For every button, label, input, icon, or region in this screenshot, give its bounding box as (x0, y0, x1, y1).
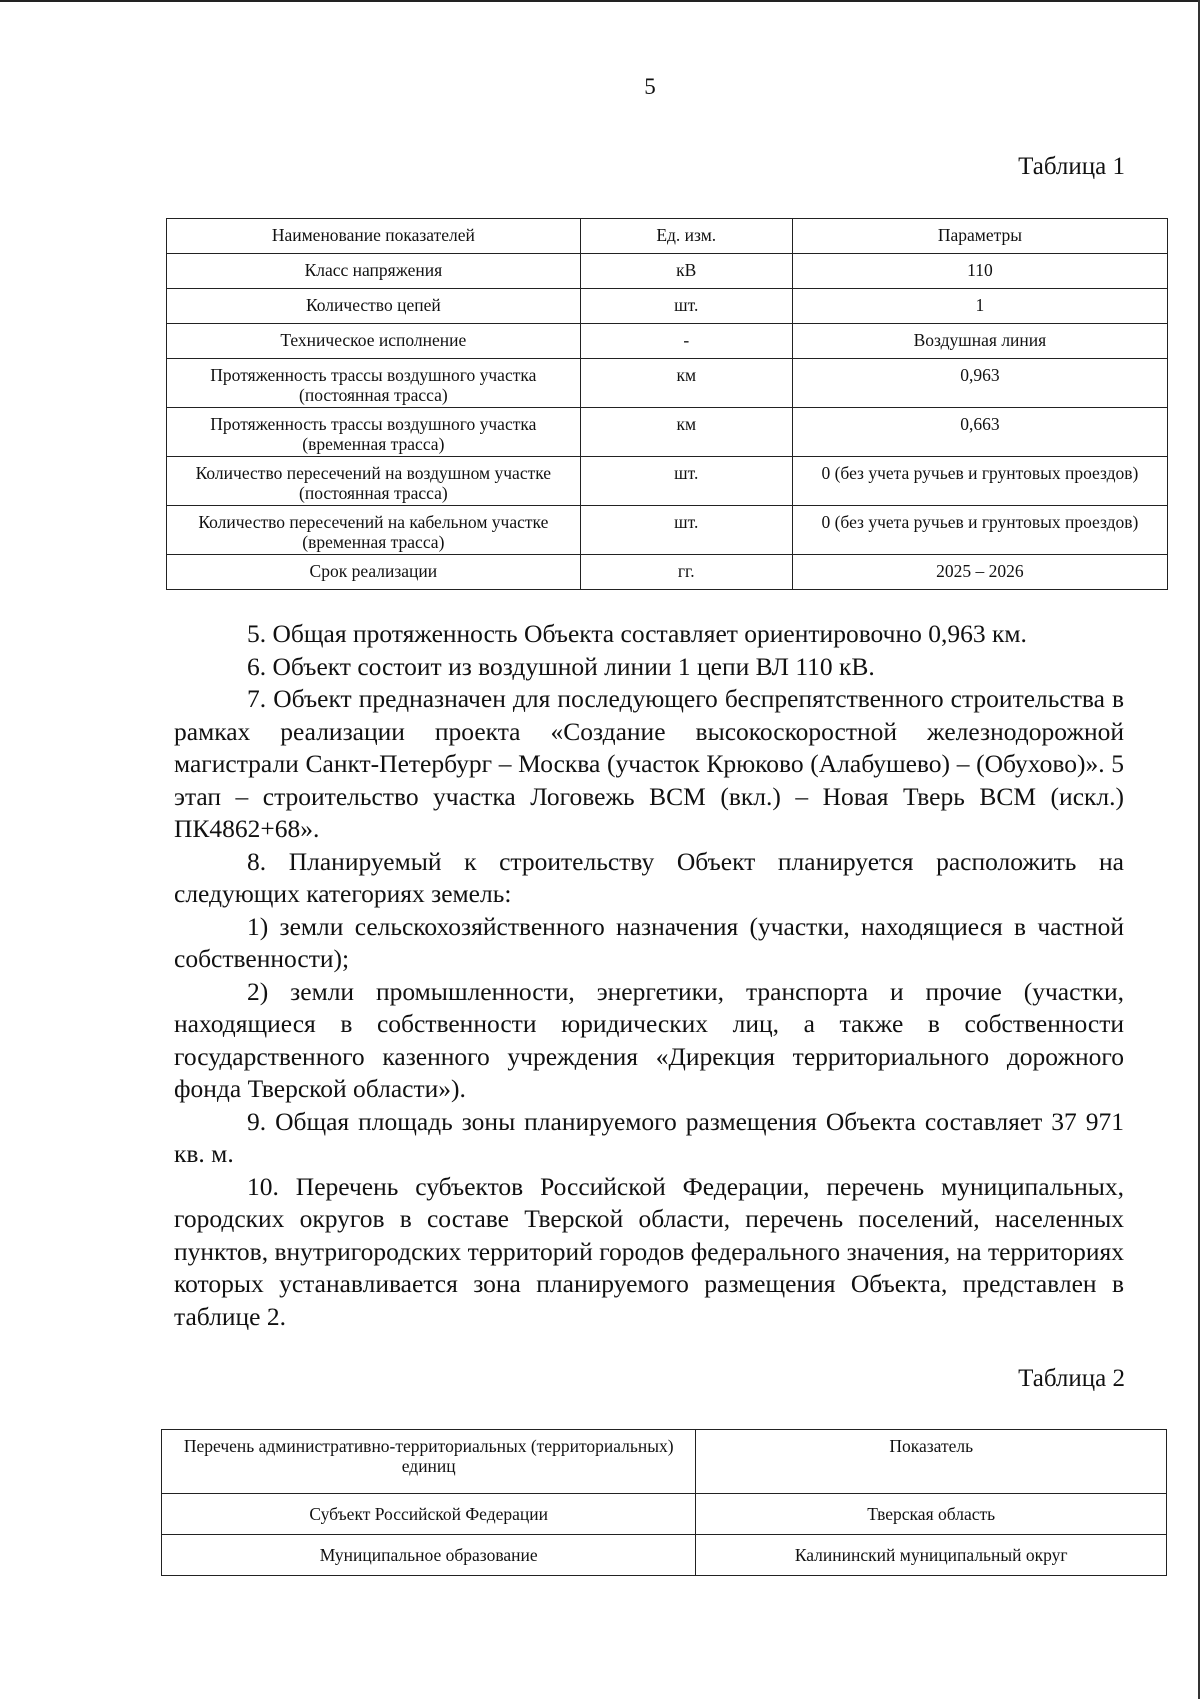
table1-cell-unit: км (580, 408, 792, 457)
table1-cell-unit: шт. (580, 289, 792, 324)
table1-cell-unit: кВ (580, 254, 792, 289)
table1-cell-unit: шт. (580, 506, 792, 555)
table1-cell-unit: - (580, 324, 792, 359)
table1-cell-name: Техническое исполнение (167, 324, 581, 359)
table1 (166, 218, 1168, 590)
table1-header-unit: Ед. изм. (580, 219, 792, 254)
table1-cell-name: Количество цепей (167, 289, 581, 324)
table1-cell-name: Количество пересечений на воздушном участке (постоянная трасса) (167, 457, 581, 506)
table1-cell-value: 1 (792, 289, 1167, 324)
table1-cell-name: Протяженность трассы воздушного участка (временная трасса) (167, 408, 581, 457)
table2-header-units: Перечень административно-территориальных (территориальных) единиц (162, 1430, 696, 1494)
table2 (161, 1429, 1167, 1576)
page-number: 5 (644, 74, 656, 99)
paragraph-8-item-2: 2) земли промышленности, энергетики, транспорта и прочие (участки, находящиеся в собственности юридических лиц, а также в собственности государственного казенного учреждения «Дирекция территориального дорожного фонда Тверской области»). (174, 976, 1124, 1103)
paragraph-8: 8. Планируемый к строительству Объект планируется расположить на следующих категориях земель: (174, 846, 1124, 908)
table2-cell-value: Калининский муниципальный округ (696, 1535, 1167, 1576)
table1-cell-value: 0 (без учета ручьев и грунтовых проездов) (792, 457, 1167, 506)
table-row (167, 457, 1168, 506)
table1-cell-value: 2025 – 2026 (792, 555, 1167, 590)
table-row (162, 1494, 1167, 1535)
table1-header-row (167, 219, 1168, 254)
table2-cell-value: Тверская область (696, 1494, 1167, 1535)
table-row (162, 1535, 1167, 1576)
table2-cell-name: Субъект Российской Федерации (162, 1494, 696, 1535)
table-row (167, 506, 1168, 555)
table1-cell-value: 0 (без учета ручьев и грунтовых проездов) (792, 506, 1167, 555)
table1-cell-unit: шт. (580, 457, 792, 506)
table1-cell-unit: гг. (580, 555, 792, 590)
body-text (174, 618, 1124, 1333)
table-row (167, 555, 1168, 590)
table-row (167, 359, 1168, 408)
table1-cell-name: Протяженность трассы воздушного участка (постоянная трасса) (167, 359, 581, 408)
paragraph-9: 9. Общая площадь зоны планируемого размещения Объекта составляет 37 971 кв. м. (174, 1106, 1124, 1168)
table1-cell-value: 110 (792, 254, 1167, 289)
table1-cell-unit: км (580, 359, 792, 408)
paragraph-5: 5. Общая протяженность Объекта составляет ориентировочно 0,963 км. (247, 619, 1027, 648)
table1-cell-name: Класс напряжения (167, 254, 581, 289)
paragraph-7: 7. Объект предназначен для последующего беспрепятственного строительства в рамках реализации проекта «Создание высокоскоростной железнодорожной магистрали Санкт-Петербург – Москва (участок Крюково (Алабушево) – (Обухово)». 5 этап – строительство участка Логовежь ВСМ (вкл.) – Новая Тверь ВСМ (искл.) ПК4862+68». (174, 684, 1124, 843)
table1-cell-name: Количество пересечений на кабельном участке (временная трасса) (167, 506, 581, 555)
table-row (167, 408, 1168, 457)
paragraph-10: 10. Перечень субъектов Российской Федерации, перечень муниципальных, городских округов в составе Тверской области, перечень поселений, населенных пунктов, внутригородских территорий городов федерального значения, на территориях которых устанавливается зона планируемого размещения Объекта, представлен в таблице 2. (174, 1171, 1124, 1331)
table1-cell-name: Срок реализации (167, 555, 581, 590)
table-row (167, 254, 1168, 289)
table1-cell-value: Воздушная линия (792, 324, 1167, 359)
paragraph-6: 6. Объект состоит из воздушной линии 1 цепи ВЛ 110 кВ. (247, 651, 875, 681)
table-row (167, 324, 1168, 359)
table2-header-row (162, 1430, 1167, 1494)
table2-cell-name: Муниципальное образование (162, 1535, 696, 1576)
table1-header-value: Параметры (792, 219, 1167, 254)
table1-cell-value: 0,963 (792, 359, 1167, 408)
table2-header-indicator: Показатель (696, 1430, 1167, 1494)
scan-edge-top (0, 0, 1200, 2)
table-row (167, 289, 1168, 324)
table1-caption: Таблица 1 (1018, 153, 1125, 180)
paragraph-8-item-1: 1) земли сельскохозяйственного назначения (участки, находящиеся в частной собственности); (174, 911, 1124, 973)
table1-cell-value: 0,663 (792, 408, 1167, 457)
table1-header-name: Наименование показателей (167, 219, 581, 254)
table2-caption: Таблица 2 (1018, 1365, 1125, 1392)
